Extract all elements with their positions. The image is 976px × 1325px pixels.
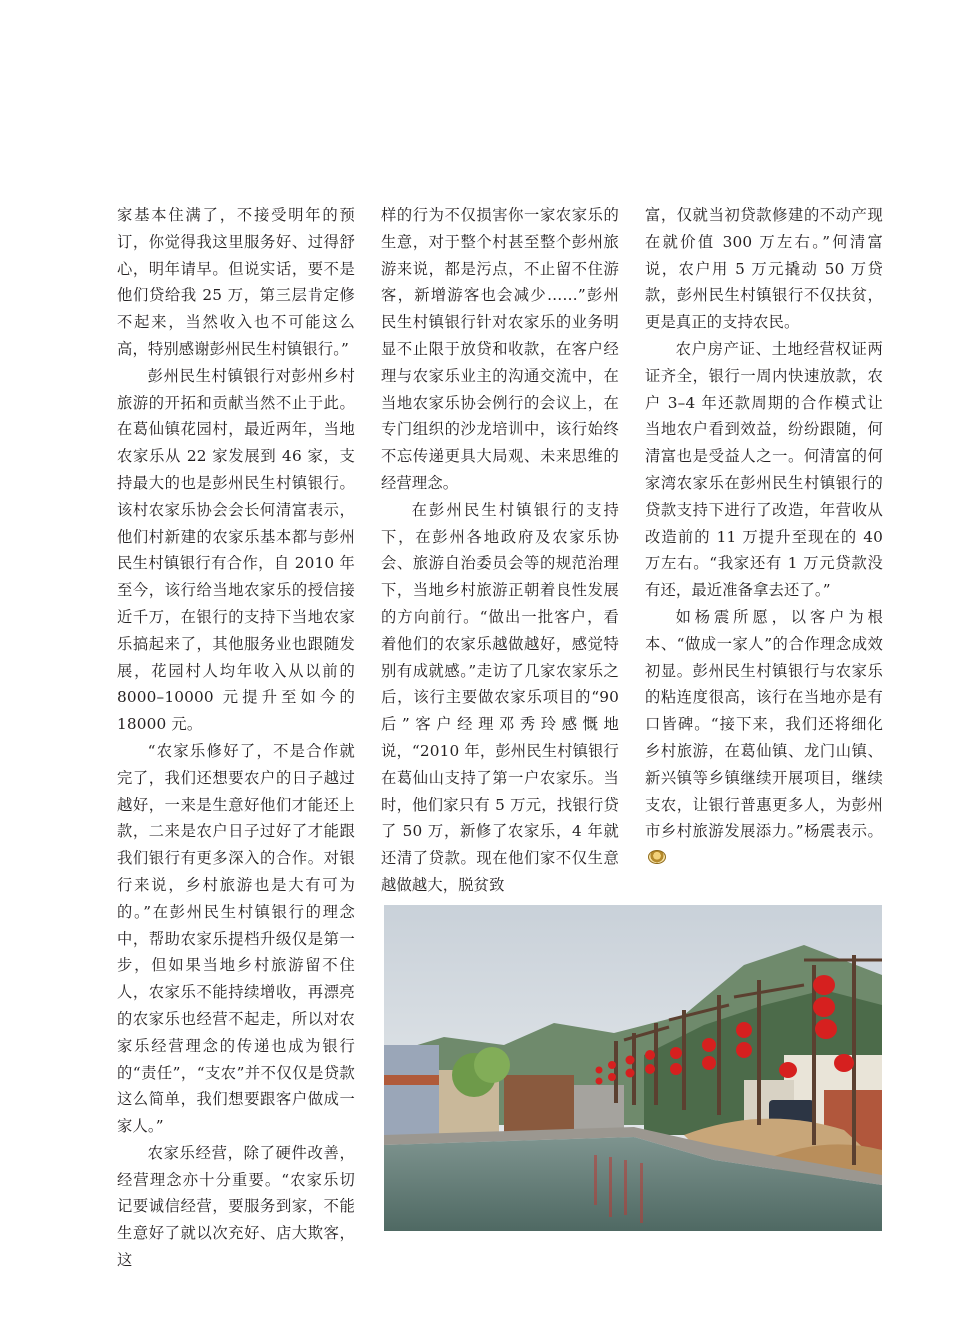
paragraph: 在彭州民生村镇银行的支持下，在彭州各地政府及农家乐协会、旅游自治委员会等的规范治理下，当地乡村旅游正朝着良性发展的方向前行。“做出一批客户，看着他们的农家乐越做越好，感觉特别有成就感。”走访了几家农家乐之后，该行主要做农家乐项目的“90 后”客户经理邓秀玲感慨地说，“2010 年，彭州民生村镇银行在葛仙山支持了第一户农家乐。当时，他们家只有 5 万元，找银行贷了 50 万，新修了农家乐，4 年就还清了贷款。现在他们家不仅生意越做越大，脱贫致 [381, 500, 619, 894]
paragraph: 农家乐经营，除了硬件改善，经营理念亦十分重要。“农家乐切记要诚信经营，要服务到家，不能生意好了就以次充好、店大欺客，这 [117, 1143, 355, 1270]
paragraph: 农户房产证、土地经营权证两证齐全，银行一周内快速放款，农户 3–4 年还款周期的合作模式让当地农户看到效益，纷纷跟随，何清富也是受益人之一。何清富的何家湾农家乐在彭州民生村镇银行的贷款支持下进行了改造，年营收从改造前的 11 万提升至现在的 40 万左右。“我家还有 1 万元贷款没有还，最近准备拿去还了。” [645, 339, 883, 600]
paragraph: 富，仅就当初贷款修建的不动产现在就价值 300 万左右。”何清富说，农户用 5 万元撬动 50 万贷款，彭州民生村镇银行不仅扶贫，更是真正的支持农民。 [645, 206, 883, 332]
paragraph-text: 如杨震所愿，以客户为根本、“做成一家人”的合作理念成效初显。彭州民生村镇银行与农家乐的粘连度很高，该行在当地亦是有口皆碑。“接下来，我们还将细化乡村旅游，在葛仙镇、龙门山镇、新兴镇等乡镇继续开展项目，继续支农，让银行普惠更多人，为彭州市乡村旅游发展添力。”杨震表示。 [645, 607, 883, 841]
paragraph [645, 604, 883, 872]
paragraph: 家基本住满了，不接受明年的预订，你觉得我这里服务好、过得舒心，明年请早。但说实话，要不是他们贷给我 25 万，第三层肯定修不起来，当然收入也不可能这么高，特别感谢彭州民生村镇银行。” [117, 206, 355, 358]
village-photo-illustration [384, 905, 882, 1231]
end-mark-icon [648, 850, 666, 864]
article-column-1 [117, 202, 355, 1274]
article-column-3 [645, 202, 883, 872]
paragraph: 样的行为不仅损害你一家农家乐的生意，对于整个村甚至整个彭州旅游来说，都是污点，不止留不住游客，新增游客也会减少……”彭州民生村镇银行针对农家乐的业务明显不止限于放贷和收款，在客户经理与农家乐业主的沟通交流中，在当地农家乐协会例行的会议上，在专门组织的沙龙培训中，该行始终不忘传递更具大局观、未来思维的经营理念。 [381, 206, 619, 492]
paragraph: “农家乐修好了，不是合作就完了，我们还想要农户的日子越过越好，一来是生意好他们才能还上款，二来是农户日子过好了才能跟我们银行有更多深入的合作。对银行来说，乡村旅游也是大有可为的。”在彭州民生村镇银行的理念中，帮助农家乐提档升级仅是第一步，但如果当地乡村旅游留不住人，农家乐不能持续增收，再漂亮的农家乐也经营不起走，所以对农家乐经营理念的传递也成为银行的“责任”，“支农”并不仅仅是贷款这么简单，我们想要跟客户做成一家人。” [117, 741, 355, 1136]
article-column-2 [381, 202, 619, 899]
paragraph: 彭州民生村镇银行对彭州乡村旅游的开拓和贡献当然不止于此。在葛仙镇花园村，最近两年，当地农家乐从 22 家发展到 46 家，支持最大的也是彭州民生村镇银行。该村农家乐协会会长何清富表示，他们村新建的农家乐基本都与彭州民生村镇银行有合作，自 2010 年至今，该行给当地农家乐的授信接近千万，在银行的支持下当地农家乐搞起来了，其他服务业也跟随发展，花园村人均年收入从以前的 8000–10000 元提升至如今的 18000 元。 [117, 366, 355, 734]
village-photo [384, 905, 882, 1231]
